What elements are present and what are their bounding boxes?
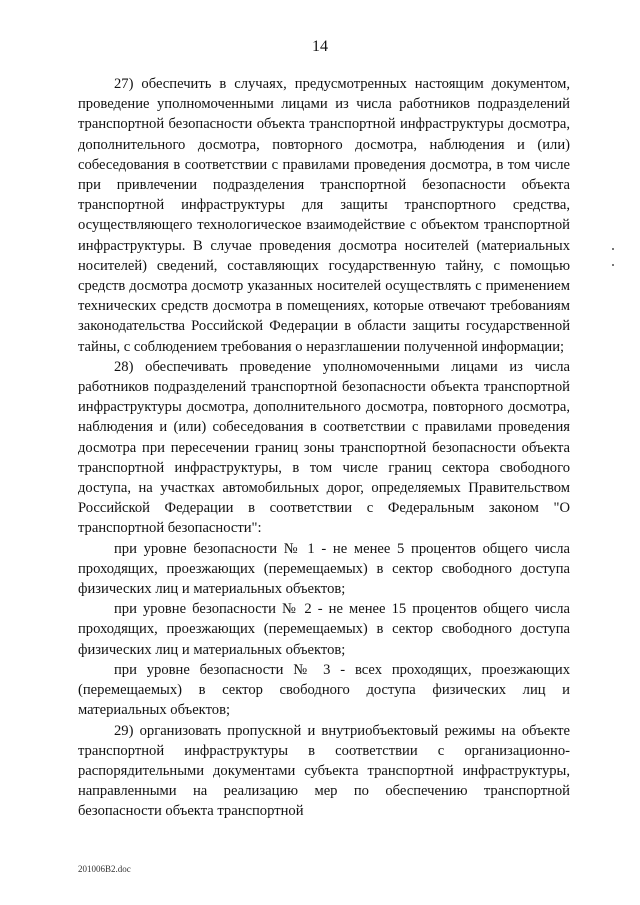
paragraph-28: 28) обеспечивать проведение уполномоченными лицами из числа работников подразделений транспортной безопасности объекта транспортной инфраструктуры досмотра, дополнительного досмотра, повторного досмотра, наблюдения и (или) собеседования в соответствии с правилами проведения досмотра при пересечении границ зоны транспортной безопасности объекта транспортной инфраструктуры, в том числе границ сектора свободного доступа, на участках автомобильных дорог, определяемых Правительством Российской Федерации в соответствии с Федеральным законом "О транспортной безопасности": xyxy=(78,358,570,537)
footer-filename: 201006B2.doc xyxy=(78,864,131,874)
scan-margin-mark xyxy=(612,248,614,250)
paragraph-29: 29) организовать пропускной и внутриобъектовый режимы на объекте транспортной инфраструктуры в соответствии с организационно-распорядительными документами субъекта транспортной инфраструктуры, направленными на реализацию мер по обеспечению транспортной безопасности объекта транспортной xyxy=(78,722,570,820)
paragraph-security-level-2: при уровне безопасности № 2 - не менее 15 процентов общего числа проходящих, проезжающих (перемещаемых) в сектор свободного доступа физических лиц и материальных объектов; xyxy=(78,601,570,658)
paragraph-security-level-1: при уровне безопасности № 1 - не менее 5 процентов общего числа проходящих, проезжающих (перемещаемых) в сектор свободного доступа физических лиц и материальных объектов; xyxy=(78,540,570,598)
page-number: 14 xyxy=(312,38,328,55)
paragraph-security-level-3: при уровне безопасности № 3 - всех проходящих, проезжающих (перемещаемых) в сектор свободного доступа физических лиц и материальных объектов; xyxy=(78,661,570,719)
paragraph-27: 27) обеспечить в случаях, предусмотренных настоящим документом, проведение уполномоченными лицами из числа работников подразделений транспортной безопасности объекта транспортной инфраструктуры досмотра, дополнительного досмотра, повторного досмотра, наблюдения и (или) собеседования в соответствии с правилами проведения досмотра, в том числе при привлечении подразделения транспортной безопасности объекта транспортной инфраструктуры для защиты транспортного средства, осуществляющего технологическое взаимодействие с объектом транспортной инфраструктуры. В случае проведения досмотра носителей (материальных носителей) сведений, составляющих государственную тайну, с помощью средств досмотра досмотр указанных носителей осуществлять с применением технических средств досмотра в помещениях, которые отвечают требованиям законодательства Российской Федерации в области защиты государственной тайны, с соблюдением требования о неразглашении полученной информации; xyxy=(78,76,570,355)
scan-margin-mark xyxy=(612,264,614,266)
document-body xyxy=(78,74,570,822)
